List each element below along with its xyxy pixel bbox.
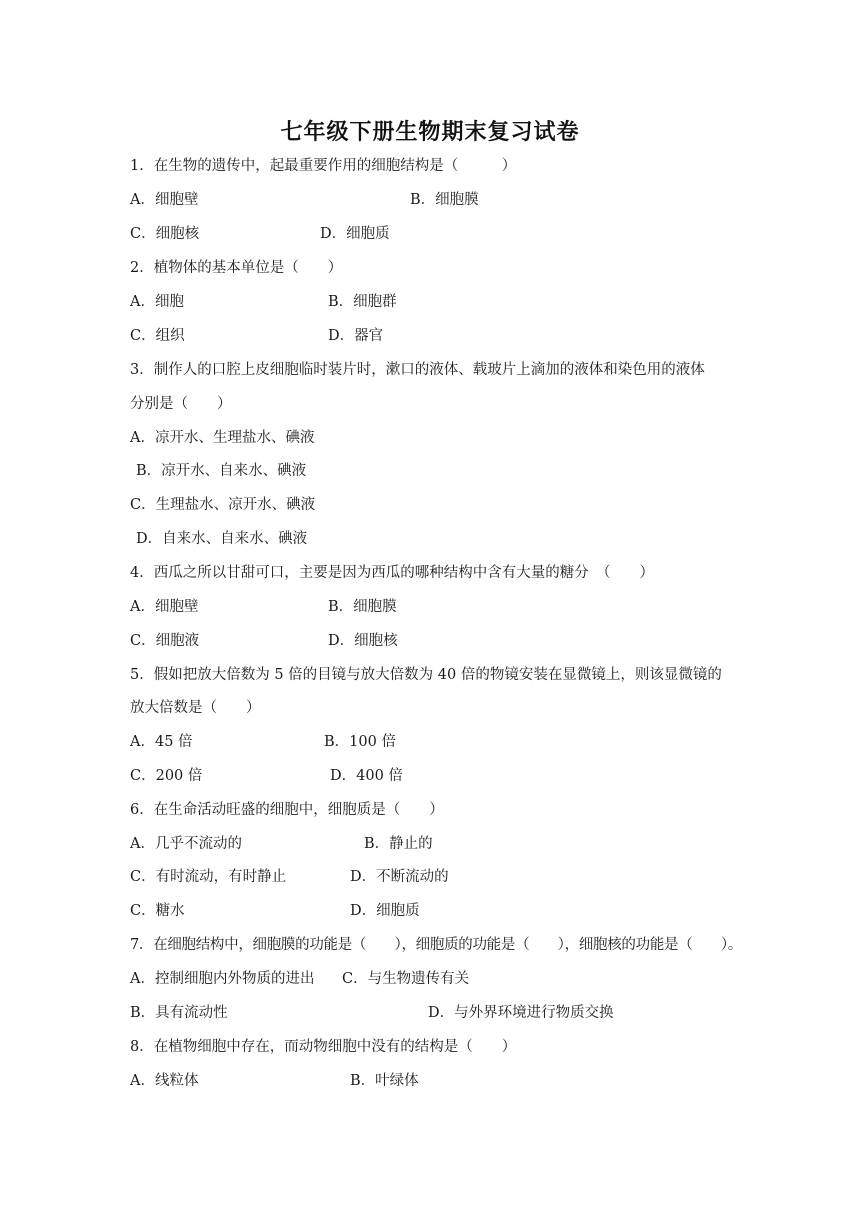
option-a: A．细胞壁 bbox=[130, 599, 199, 615]
option-b: B．细胞膜 bbox=[328, 599, 397, 615]
option-b: B．叶绿体 bbox=[350, 1073, 419, 1089]
option-c: C．有时流动，有时静止 bbox=[130, 869, 287, 885]
option-d: D．细胞核 bbox=[328, 633, 398, 649]
option-a: A．细胞壁 bbox=[130, 192, 199, 208]
option-b: B．静止的 bbox=[364, 836, 433, 852]
option-a: A．45 倍 bbox=[130, 734, 193, 750]
option-c: C．细胞核 bbox=[130, 226, 200, 242]
option-b: B．细胞群 bbox=[328, 294, 397, 310]
document-title: 七年级下册生物期末复习试卷 bbox=[280, 119, 580, 145]
option-c: C．细胞液 bbox=[130, 633, 200, 649]
option-c: C．组织 bbox=[130, 328, 185, 344]
option-d: D．细胞质 bbox=[320, 226, 390, 242]
option-d: D．器官 bbox=[328, 328, 384, 344]
option-c: C．200 倍 bbox=[130, 768, 203, 784]
option-a: A．控制细胞内外物质的进出 bbox=[130, 971, 315, 987]
option-b: B．具有流动性 bbox=[130, 1005, 228, 1021]
exam-page: 七年级下册生物期末复习试卷 1．在生物的遗传中，起最重要作用的细胞结构是（ ） A．细胞壁 B．细胞膜 C．细胞核 D．细胞质 2．植物体的基本单位是（ ） A．细胞 B．细胞群 C．组织 D．器官 3．制作人的口腔上皮细胞临时装片时，漱口的液体、载玻片上滴加的液体和染色用的液体 分别是（ ） A．凉开水、生理盐水、碘液 B．凉开水、自来水、碘液 C．生理盐水、凉开水、碘液 D．自来水、自来水、碘液 4．西瓜之所以甘甜可口，主要是因为西瓜的哪种结构中含有大量的糖分 （ ） A．细胞壁 B．细胞膜 C．细胞液 D．细胞核 5．假如把放大倍数为 5 倍的目镜与放大倍数为 40 倍的物镜安装在显微镜上，则该显微镜的 放大倍数是（ ） A．45 倍 B．100 倍 C．200 倍 D．400 倍 6．在生命活动旺盛的细胞中，细胞质是（ ） A．几乎不流动的 B．静止的 C．有时流动，有时静止 D．不断流动的 C．糖水 D．细胞质 7．在细胞结构中，细胞膜的功能是（ ），细胞质的功能是（ ），细胞核的功能是（ ）。 A．控制细胞内外物质的进出 C．与生物遗传有关 B．具有流动性 D．与外界环境进行物质交换 8．在植物细胞中存在，而动物细胞中没有的结构是（ ） A．线粒体 B．叶绿体 bbox=[0, 0, 860, 1216]
option-a: A．线粒体 bbox=[130, 1073, 199, 1089]
option-c: C．与生物遗传有关 bbox=[342, 971, 470, 987]
option-c: C．糖水 bbox=[130, 903, 185, 919]
option-a: A．几乎不流动的 bbox=[130, 836, 242, 852]
option-b: B．100 倍 bbox=[324, 734, 396, 750]
option-d: D．400 倍 bbox=[330, 768, 403, 784]
option-b: B．细胞膜 bbox=[410, 192, 479, 208]
option-a: A．细胞 bbox=[130, 294, 184, 310]
option-d: D．与外界环境进行物质交换 bbox=[428, 1005, 614, 1021]
option-d: D．细胞质 bbox=[350, 903, 420, 919]
option-d: D．不断流动的 bbox=[350, 869, 449, 885]
